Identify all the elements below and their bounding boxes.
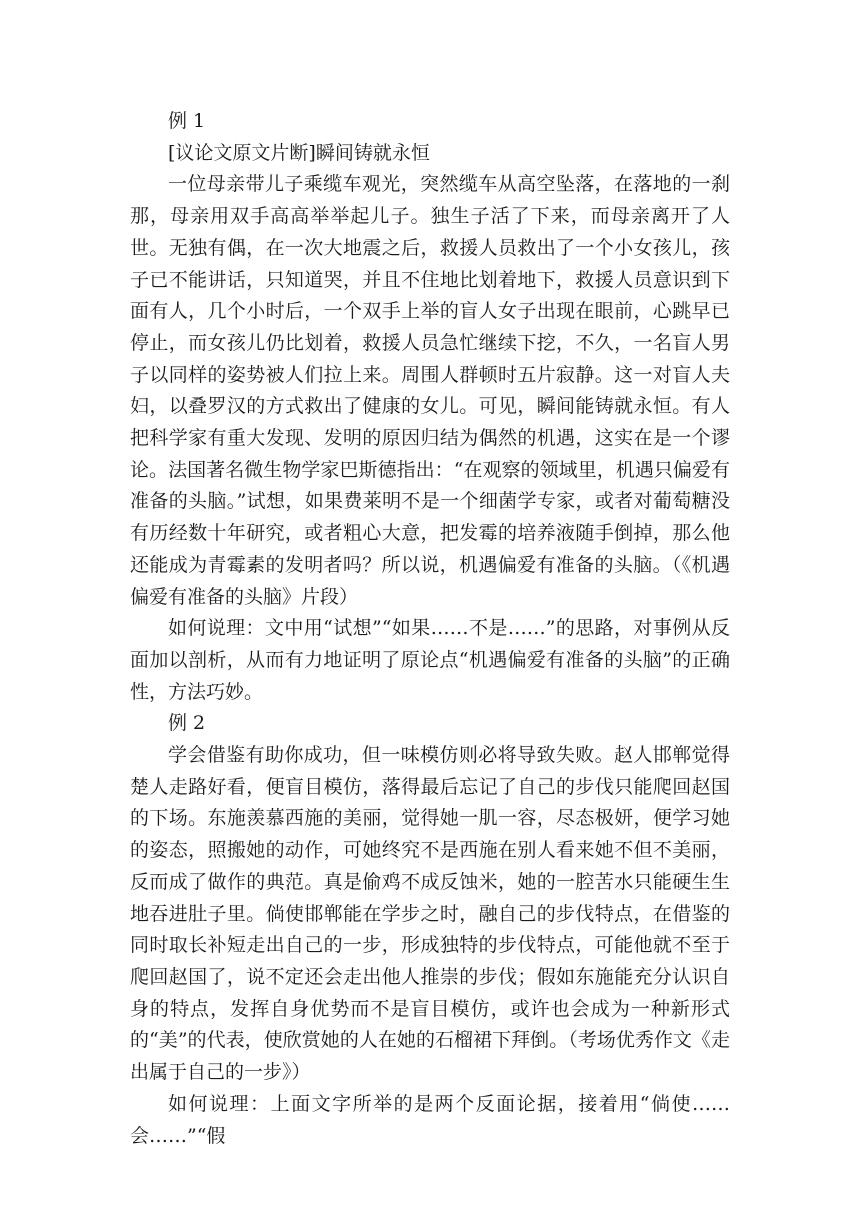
example-1-label: 例 1 [168, 110, 206, 132]
explanation-2: 如何说理：上面文字所举的是两个反面论据，接着用“倘使……会……”“假 [130, 1092, 730, 1147]
essay-1-body: 一位母亲带儿子乘缆车观光，突然缆车从高空坠落，在落地的一刹那，母亲用双手高高举举起儿子。独生子活了下来，而母亲离开了人世。无独有偶，在一次大地震之后，救援人员救出了一个小女孩儿，孩子已不能讲话，只知道哭，并且不住地比划着地下，救援人员意识到下面有人，几个小时后，一个双手上举的盲人女子出现在眼前，心跳早已停止，而女孩儿仍比划着，救援人员急忙继续下挖，不久，一名盲人男子以同样的姿势被人们拉上来。周围人群顿时五片寂静。这一对盲人夫妇，以叠罗汉的方式救出了健康的女儿。可见，瞬间能铸就永恒。有人把科学家有重大发现、发明的原因归结为偶然的机遇，这实在是一个谬论。法国著名微生物学家巴斯德指出：“在观察的领域里，机遇只偏爱有准备的头脑。”试想，如果费莱明不是一个细菌学专家，或者对葡萄糖没有历经数十年研究，或者粗心大意，把发霉的培养液随手倒掉，那么他还能成为青霉素的发明者吗？所以说，机遇偏爱有准备的头脑。（《机遇偏爱有准备的头脑》片段） [130, 173, 730, 608]
example-2-label: 例 2 [168, 712, 206, 735]
document-body [130, 106, 730, 1152]
essay-title: [议论文原文片断]瞬间铸就永恒 [168, 141, 430, 164]
essay-2-body: 学会借鉴有助你成功，但一味模仿则必将导致失败。赵人邯郸觉得楚人走路好看，便盲目模仿，落得最后忘记了自己的步伐只能爬回赵国的下场。东施羡慕西施的美丽，觉得她一肌一容，尽态极妍，便学习她的姿态，照搬她的动作，可她终究不是西施在别人看来她不但不美丽，反而成了做作的典范。真是偷鸡不成反蚀米，她的一腔苦水只能硬生生地吞进肚子里。倘使邯郸能在学步之时，融自己的步伐特点，在借鉴的同时取长补短走出自己的一步，形成独特的步伐特点，可能他就不至于爬回赵国了，说不定还会走出他人推崇的步伐；假如东施能充分认识自身的特点，发挥自身优势而不是盲目模仿，或许也会成为一种新形式的“美”的代表，使欣赏她的人在她的石榴裙下拜倒。（考场优秀作文《走出属于自己的一步》） [130, 744, 730, 1084]
explanation-1: 如何说理：文中用“试想”“如果……不是……”的思路，对事例从反面加以剖析，从而有力地证明了原论点“机遇偏爱有准备的头脑”的正确性，方法巧妙。 [130, 617, 730, 703]
